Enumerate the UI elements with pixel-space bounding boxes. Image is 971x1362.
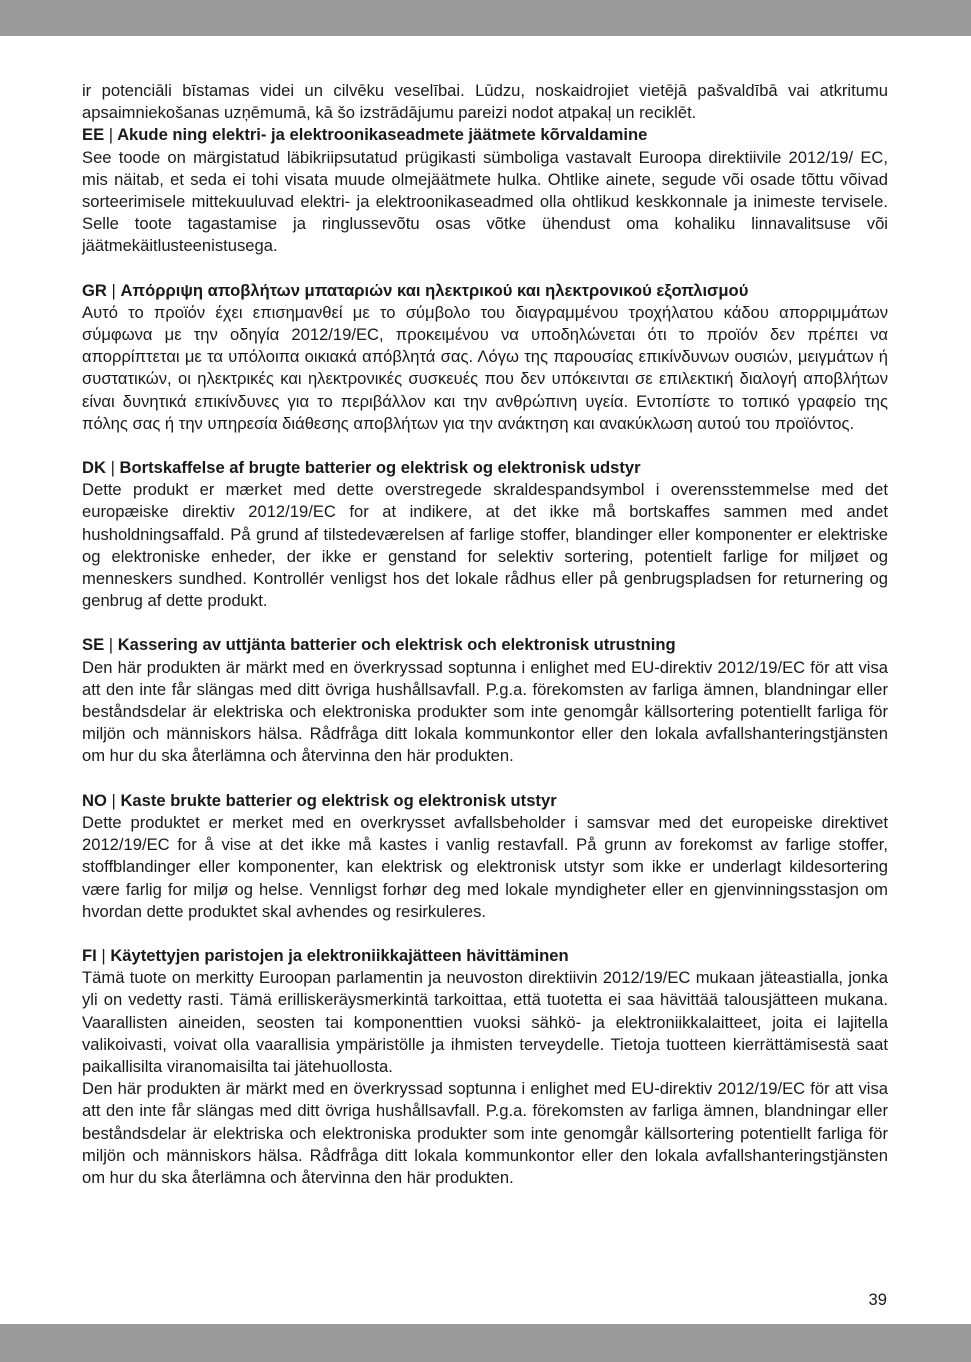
- section-body: Dette produkt er mærket med dette overstregede skraldespandsymbol i overensstemmelse med det europæiske direktiv 2012/19/EC for at indikere, at det ikke må bortskaffes sammen med andet husholdningsaffald. På grund af tilstedeværelsen af farlige stoffer, blandinger eller komponenter er elektriske og elektroniske enheder, der ikke er genstand for selektiv sortering, potentielt farlige for miljøet og menneskers sundhed. Kontrollér venligst hos det lokale rådhus eller på genbrugspladsen for returnering og genbrug af dette produkt.: [82, 480, 888, 611]
- top-bar: [0, 0, 971, 36]
- section-title: Bortskaffelse af brugte batterier og elektrisk og elektronisk udstyr: [119, 458, 641, 478]
- section-title: Käytettyjen paristojen ja elektroniikkajätteen hävittäminen: [110, 945, 569, 965]
- section-title: Απόρριψη αποβλήτων μπαταριών και ηλεκτρικού και ηλεκτρονικού εξοπλισμού: [120, 280, 749, 300]
- section-heading: [82, 280, 888, 302]
- section-code: SE: [82, 635, 105, 655]
- section-body: Αυτό το προϊόν έχει επισημανθεί με το σύμβολο του διαγραμμένου τροχήλατου κάδου απορριμμάτων σύμφωνα με την οδηγία 2012/19/EC, προκειμένου να υποδηλώνεται ότι το προϊόν δεν πρέπει να απορρίπτεται με τα υπόλοιπα οικιακά απόβλητά σας. Λόγω της παρουσίας επικίνδυνων ουσιών, μειγμάτων ή συστατικών, οι ηλεκτρικές και ηλεκτρονικές συσκευές που δεν υπόκεινται σε επιλεκτική διαλογή αποβλήτων είναι δυνητικά επικίνδυνες για το περιβάλλον και την ανθρώπινη υγεία. Εντοπίστε το τοπικό γραφείο της πόλης σας ή την υπηρεσία διάθεσης αποβλήτων για την ανάκτηση και ανακύκλωση αυτού του προϊόντος.: [82, 302, 888, 433]
- intro-paragraph: ir potenciāli bīstamas videi un cilvēku veselībai. Lūdzu, noskaidrojiet vietējā pašvaldībā vai atkritumu apsaimniekošanas uzņēmumā, kā šo izstrādājumu pareizi nodot atpakaļ un reciklēt.: [82, 81, 888, 123]
- section-code: NO: [82, 790, 107, 810]
- bottom-bar: [0, 1324, 971, 1362]
- section-title: Kaste brukte batterier og elektrisk og elektronisk utstyr: [120, 790, 557, 810]
- heading-separator: |: [108, 635, 114, 655]
- section-heading: [82, 457, 888, 479]
- section-heading: [82, 790, 888, 812]
- heading-separator: |: [111, 280, 116, 300]
- section-code: DK: [82, 458, 106, 478]
- section-no: [82, 790, 888, 923]
- heading-separator: |: [101, 945, 106, 965]
- section-code: GR: [82, 280, 107, 300]
- section-title: Kassering av uttjänta batterier och elektrisk och elektronisk utrustning: [117, 635, 676, 655]
- page-number: 39: [868, 1290, 887, 1309]
- document-body: [82, 80, 888, 1189]
- section-title: Akude ning elektri- ja elektroonikaseadmete jäätmete kõrvaldamine: [117, 125, 648, 145]
- section-code: FI: [82, 945, 97, 965]
- section-ee: [82, 124, 888, 257]
- section-se: [82, 634, 888, 767]
- section-fi: [82, 945, 888, 1189]
- section-gr: [82, 280, 888, 435]
- heading-separator: |: [108, 125, 114, 145]
- section-dk: [82, 457, 888, 612]
- section-body: Tämä tuote on merkitty Euroopan parlamentin ja neuvoston direktiivin 2012/19/EC mukaan jäteastialla, jonka yli on vedetty rasti. Tämä erilliskeräysmerkintä tarkoittaa, että tuotetta ei saa hävittää talousjätteen mukana. Vaarallisten aineiden, seosten tai komponenttien vuoksi sähkö- ja elektroniikkalaitteet, joita ei lajitella valikoivasti, voivat olla vaarallisia ympäristölle ja ihmisten terveydelle. Tietoja tuotteen kierrättämisestä saat paikallisilta viranomaisilta tai jätehuollosta.: [82, 968, 888, 1076]
- heading-separator: |: [111, 790, 116, 810]
- trailing-paragraph: Den här produkten är märkt med en överkryssad soptunna i enlighet med EU-direktiv 2012/19/EC för att visa att den inte får slängas med ditt övriga hushållsavfall. P.g.a. förekomsten av farliga ämnen, blandningar eller beståndsdelar är elektriska och elektroniska produkter som inte genomgår källsortering potentiellt farliga för miljön och människors hälsa. Rådfråga ditt lokala kommunkontor eller den lokala avfallshanteringstjänsten om hur du ska återlämna och återvinna den här produkten.: [82, 1079, 888, 1187]
- section-body: Dette produktet er merket med en overkrysset avfallsbeholder i samsvar med det europeiske direktivet 2012/19/EC for å vise at det ikke må kastes i vanlig restavfall. På grunn av forekomst av farlige stoffer, stoffblandinger eller komponenter, kan elektrisk og elektronisk utstyr som ikke er underlagt kildesortering være farlig for miljø og helse. Vennligst forhør deg med lokale myndigheter eller en gjenvinningsstasjon om hvordan dette produktet skal avhendes og resirkuleres.: [82, 812, 888, 921]
- section-heading: [82, 124, 888, 146]
- section-code: EE: [82, 125, 105, 145]
- section-body: Den här produkten är märkt med en överkryssad soptunna i enlighet med EU-direktiv 2012/19/EC för att visa att den inte får slängas med ditt övriga hushållsavfall. P.g.a. förekomsten av farliga ämnen, blandningar eller beståndsdelar är elektriska och elektroniska produkter som inte genomgår källsortering potentiellt farliga för miljön och människors hälsa. Rådfråga ditt lokala kommunkontor eller den lokala avfallshanteringstjänsten om hur du ska återlämna och återvinna den här produkten.: [82, 657, 888, 766]
- section-body: See toode on märgistatud läbikriipsutatud prügikasti sümboliga vastavalt Euroopa direktiivile 2012/19/ EC, mis näitab, et seda ei tohi visata muude olmejäätmete hulka. Ohtlike ainete, segude või osade tõttu võivad sorteerimisele mittekuuluvad elektri- ja elektroonikaseadmed olla ohtlikud keskkonnale ja inimeste tervisele. Selle toote tagastamise ja ringlussevõtu osas võtke ühendust oma kohaliku linnavalitsuse või jäätmekäitlusteenistusega.: [82, 147, 888, 256]
- section-heading: [82, 634, 888, 656]
- heading-separator: |: [110, 458, 115, 478]
- section-heading: [82, 945, 888, 967]
